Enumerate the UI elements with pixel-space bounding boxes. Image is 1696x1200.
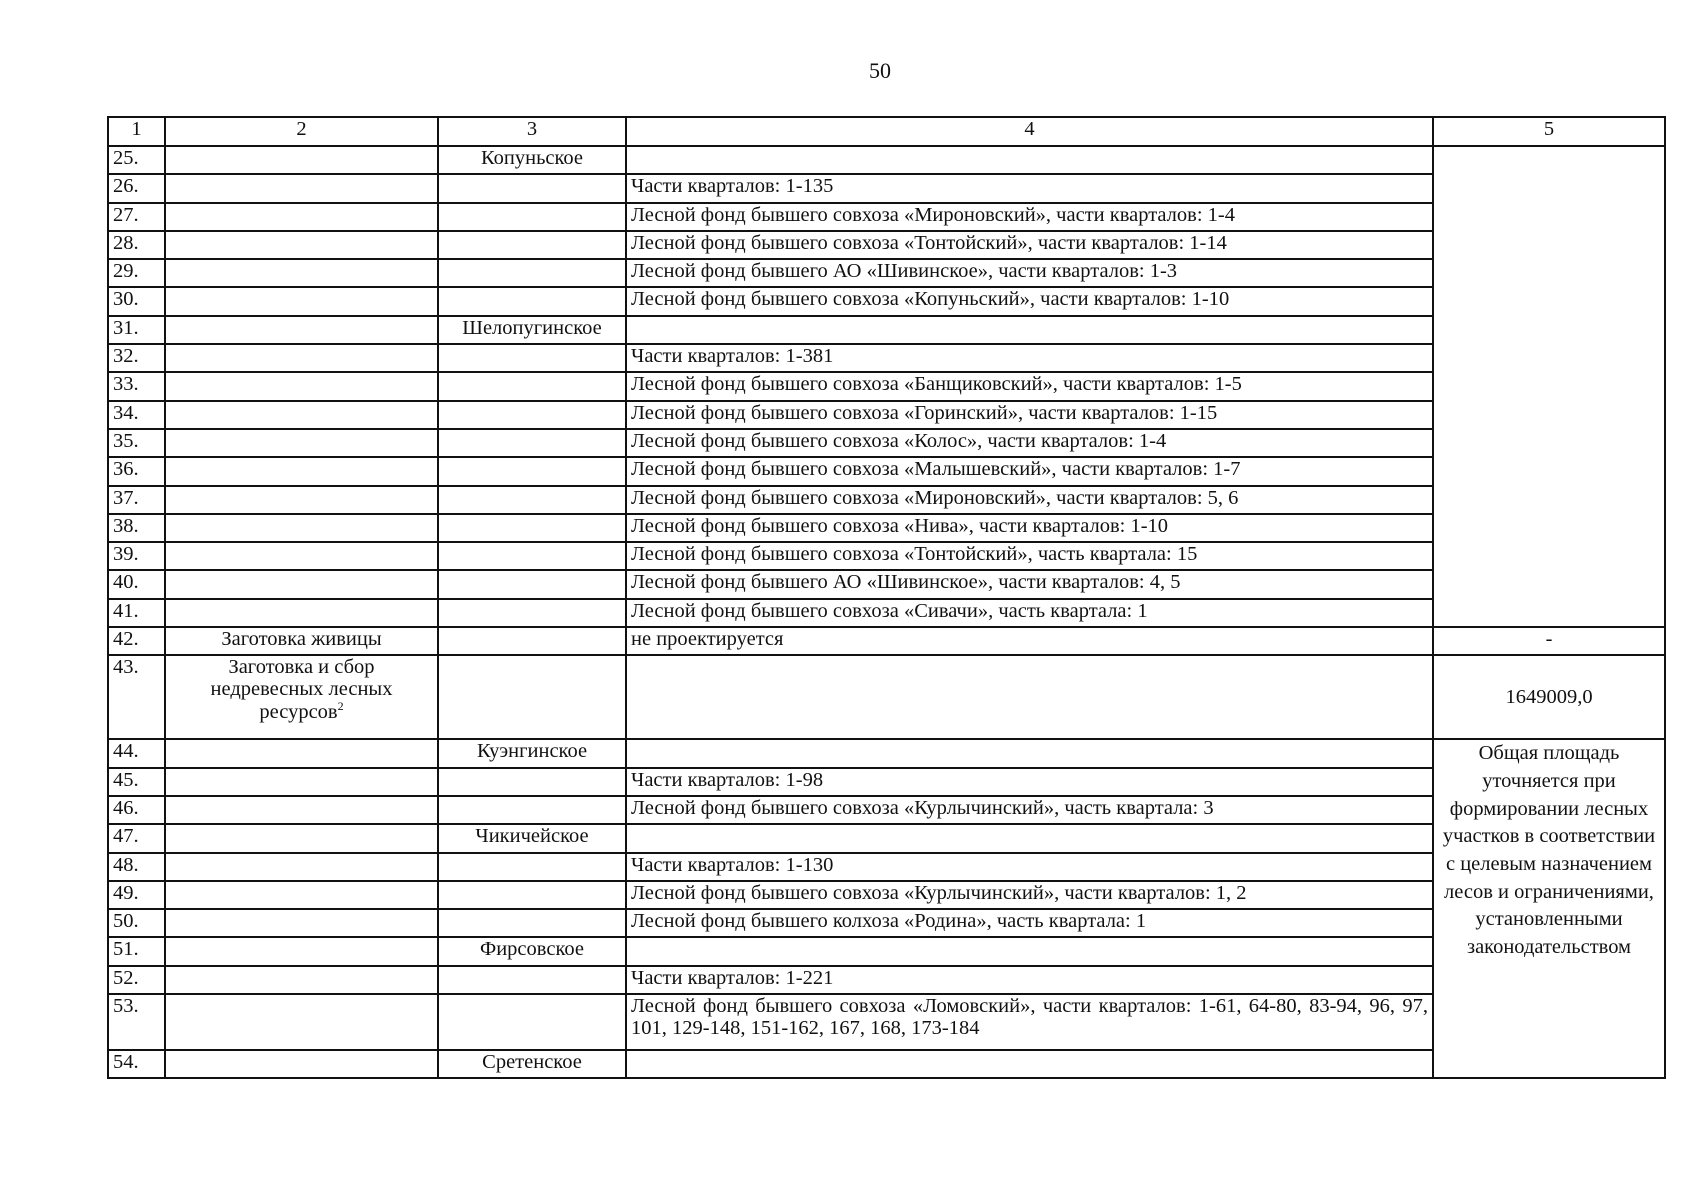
- row-number: 41.: [108, 599, 165, 627]
- activity-cell: [165, 259, 438, 287]
- activity-cell: [165, 231, 438, 259]
- description-cell: Лесной фонд бывшего совхоза «Мироновский», части кварталов: 1-4: [626, 203, 1433, 231]
- row-number: 54.: [108, 1050, 165, 1078]
- row-number: 27.: [108, 203, 165, 231]
- column-header: 1: [108, 117, 165, 146]
- table-row: [108, 796, 1665, 824]
- header-row: [108, 117, 1665, 146]
- description-cell: [626, 824, 1433, 852]
- activity-cell: [165, 542, 438, 570]
- activity-cell: [165, 599, 438, 627]
- row-number: 49.: [108, 881, 165, 909]
- district-cell: [438, 401, 626, 429]
- description-cell: Части кварталов: 1-98: [626, 768, 1433, 796]
- table-row: [108, 174, 1665, 202]
- district-cell: [438, 966, 626, 994]
- row-number: 39.: [108, 542, 165, 570]
- description-cell: Части кварталов: 1-381: [626, 344, 1433, 372]
- activity-cell: [165, 457, 438, 485]
- description-cell: Части кварталов: 1-221: [626, 966, 1433, 994]
- row-number: 42.: [108, 627, 165, 655]
- table-row: [108, 570, 1665, 598]
- district-cell: Шелопугинское: [438, 316, 626, 344]
- row-number: 53.: [108, 994, 165, 1050]
- activity-cell: [165, 514, 438, 542]
- table-row: [108, 599, 1665, 627]
- table-row: [108, 655, 1665, 739]
- activity-cell: [165, 570, 438, 598]
- activity-cell: [165, 146, 438, 174]
- district-cell: [438, 853, 626, 881]
- description-cell: Лесной фонд бывшего совхоза «Копуньский», части кварталов: 1-10: [626, 287, 1433, 315]
- table-row: [108, 542, 1665, 570]
- table-row: [108, 739, 1665, 767]
- district-cell: Копуньское: [438, 146, 626, 174]
- description-cell: Лесной фонд бывшего совхоза «Ломовский», части кварталов: 1-61, 64-80, 83-94, 96, 97, 101, 129-148, 151-162, 167, 168, 173-184: [626, 994, 1433, 1050]
- activity-cell: [165, 739, 438, 767]
- description-cell: [626, 937, 1433, 965]
- area-cell: [1433, 146, 1665, 627]
- table-row: [108, 937, 1665, 965]
- district-cell: [438, 287, 626, 315]
- table-row: [108, 316, 1665, 344]
- description-cell: Лесной фонд бывшего АО «Шивинское», части кварталов: 4, 5: [626, 570, 1433, 598]
- row-number: 48.: [108, 853, 165, 881]
- area-cell: 1649009,0: [1433, 655, 1665, 739]
- district-cell: [438, 457, 626, 485]
- row-number: 30.: [108, 287, 165, 315]
- description-cell: Лесной фонд бывшего совхоза «Тонтойский», часть квартала: 15: [626, 542, 1433, 570]
- district-cell: [438, 599, 626, 627]
- table-row: [108, 627, 1665, 655]
- description-cell: Лесной фонд бывшего совхоза «Горинский», части кварталов: 1-15: [626, 401, 1433, 429]
- activity-cell: [165, 909, 438, 937]
- column-header: 3: [438, 117, 626, 146]
- activity-cell: [165, 316, 438, 344]
- description-cell: Лесной фонд бывшего совхоза «Малышевский», части кварталов: 1-7: [626, 457, 1433, 485]
- activity-cell: [165, 994, 438, 1050]
- table-row: [108, 909, 1665, 937]
- description-cell: Лесной фонд бывшего совхоза «Банщиковский», части кварталов: 1-5: [626, 372, 1433, 400]
- row-number: 44.: [108, 739, 165, 767]
- description-cell: Лесной фонд бывшего совхоза «Колос», части кварталов: 1-4: [626, 429, 1433, 457]
- district-cell: Фирсовское: [438, 937, 626, 965]
- district-cell: [438, 344, 626, 372]
- description-cell: [626, 655, 1433, 739]
- description-cell: Лесной фонд бывшего совхоза «Нива», части кварталов: 1-10: [626, 514, 1433, 542]
- area-cell: -: [1433, 627, 1665, 655]
- table-row: [108, 514, 1665, 542]
- description-cell: Лесной фонд бывшего совхоза «Тонтойский», части кварталов: 1-14: [626, 231, 1433, 259]
- table-row: [108, 486, 1665, 514]
- district-cell: Сретенское: [438, 1050, 626, 1078]
- activity-cell: [165, 627, 438, 655]
- table-row: [108, 1050, 1665, 1078]
- activity-text: Заготовка и сбор недревесных лесных ресурсов: [210, 656, 393, 723]
- table-row: [108, 824, 1665, 852]
- table-row: [108, 994, 1665, 1050]
- activity-cell: [165, 486, 438, 514]
- activity-cell: [165, 287, 438, 315]
- row-number: 51.: [108, 937, 165, 965]
- description-cell: [626, 739, 1433, 767]
- district-cell: [438, 203, 626, 231]
- description-cell: Лесной фонд бывшего совхоза «Мироновский», части кварталов: 5, 6: [626, 486, 1433, 514]
- row-number: 25.: [108, 146, 165, 174]
- activity-cell: [165, 937, 438, 965]
- activity-cell: [165, 796, 438, 824]
- district-cell: [438, 570, 626, 598]
- row-number: 28.: [108, 231, 165, 259]
- description-cell: Лесной фонд бывшего АО «Шивинское», части кварталов: 1-3: [626, 259, 1433, 287]
- district-cell: [438, 372, 626, 400]
- district-cell: [438, 768, 626, 796]
- activity-cell: [165, 203, 438, 231]
- district-cell: Чикичейское: [438, 824, 626, 852]
- district-cell: [438, 259, 626, 287]
- description-cell: Части кварталов: 1-130: [626, 853, 1433, 881]
- row-number: 34.: [108, 401, 165, 429]
- row-number: 26.: [108, 174, 165, 202]
- description-cell: Лесной фонд бывшего совхоза «Курлычинский», части кварталов: 1, 2: [626, 881, 1433, 909]
- table-row: [108, 401, 1665, 429]
- description-cell: Части кварталов: 1-135: [626, 174, 1433, 202]
- row-number: 52.: [108, 966, 165, 994]
- activity-cell: [165, 401, 438, 429]
- description-cell: [626, 316, 1433, 344]
- page-number: 50: [869, 58, 891, 83]
- activity-cell: [165, 655, 438, 739]
- table-row: [108, 344, 1665, 372]
- column-header: 4: [626, 117, 1433, 146]
- activity-cell: [165, 344, 438, 372]
- table-row: [108, 457, 1665, 485]
- activity-text: Заготовка живицы: [221, 628, 382, 651]
- column-header: 2: [165, 117, 438, 146]
- activity-cell: [165, 174, 438, 202]
- table-row: [108, 768, 1665, 796]
- row-number: 45.: [108, 768, 165, 796]
- table-row: [108, 853, 1665, 881]
- area-note: Общая площадь уточняется при формировании лесных участков в соответствии с целевым назначением лесов и ограничениями, установленными законодательством: [1433, 739, 1665, 1078]
- district-cell: Куэнгинское: [438, 739, 626, 767]
- district-cell: [438, 429, 626, 457]
- district-cell: [438, 231, 626, 259]
- description-cell: [626, 1050, 1433, 1078]
- footnote-marker: 2: [337, 698, 344, 713]
- table-row: [108, 287, 1665, 315]
- table-row: [108, 881, 1665, 909]
- table-row: [108, 259, 1665, 287]
- row-number: 32.: [108, 344, 165, 372]
- row-number: 35.: [108, 429, 165, 457]
- activity-cell: [165, 1050, 438, 1078]
- district-cell: [438, 514, 626, 542]
- row-number: 50.: [108, 909, 165, 937]
- row-number: 47.: [108, 824, 165, 852]
- description-cell: Лесной фонд бывшего совхоза «Курлычинский», часть квартала: 3: [626, 796, 1433, 824]
- row-number: 38.: [108, 514, 165, 542]
- activity-cell: [165, 372, 438, 400]
- table-row: [108, 146, 1665, 174]
- table-row: [108, 966, 1665, 994]
- district-cell: [438, 909, 626, 937]
- activity-cell: [165, 429, 438, 457]
- row-number: 33.: [108, 372, 165, 400]
- district-cell: [438, 796, 626, 824]
- row-number: 36.: [108, 457, 165, 485]
- description-cell: [626, 146, 1433, 174]
- district-cell: [438, 994, 626, 1050]
- activity-cell: [165, 966, 438, 994]
- row-number: 46.: [108, 796, 165, 824]
- district-cell: [438, 486, 626, 514]
- forest-use-table: [107, 116, 1666, 1079]
- description-cell: Лесной фонд бывшего колхоза «Родина», часть квартала: 1: [626, 909, 1433, 937]
- table-row: [108, 203, 1665, 231]
- row-number: 31.: [108, 316, 165, 344]
- district-cell: [438, 174, 626, 202]
- district-cell: [438, 655, 626, 739]
- row-number: 43.: [108, 655, 165, 739]
- activity-cell: [165, 853, 438, 881]
- column-header: 5: [1433, 117, 1665, 146]
- district-cell: [438, 881, 626, 909]
- district-cell: [438, 542, 626, 570]
- row-number: 29.: [108, 259, 165, 287]
- table-row: [108, 231, 1665, 259]
- row-number: 37.: [108, 486, 165, 514]
- table-row: [108, 372, 1665, 400]
- description-cell: Лесной фонд бывшего совхоза «Сивачи», часть квартала: 1: [626, 599, 1433, 627]
- activity-cell: [165, 881, 438, 909]
- activity-cell: [165, 768, 438, 796]
- row-number: 40.: [108, 570, 165, 598]
- district-cell: [438, 627, 626, 655]
- activity-cell: [165, 824, 438, 852]
- table-row: [108, 429, 1665, 457]
- description-cell: не проектируется: [626, 627, 1433, 655]
